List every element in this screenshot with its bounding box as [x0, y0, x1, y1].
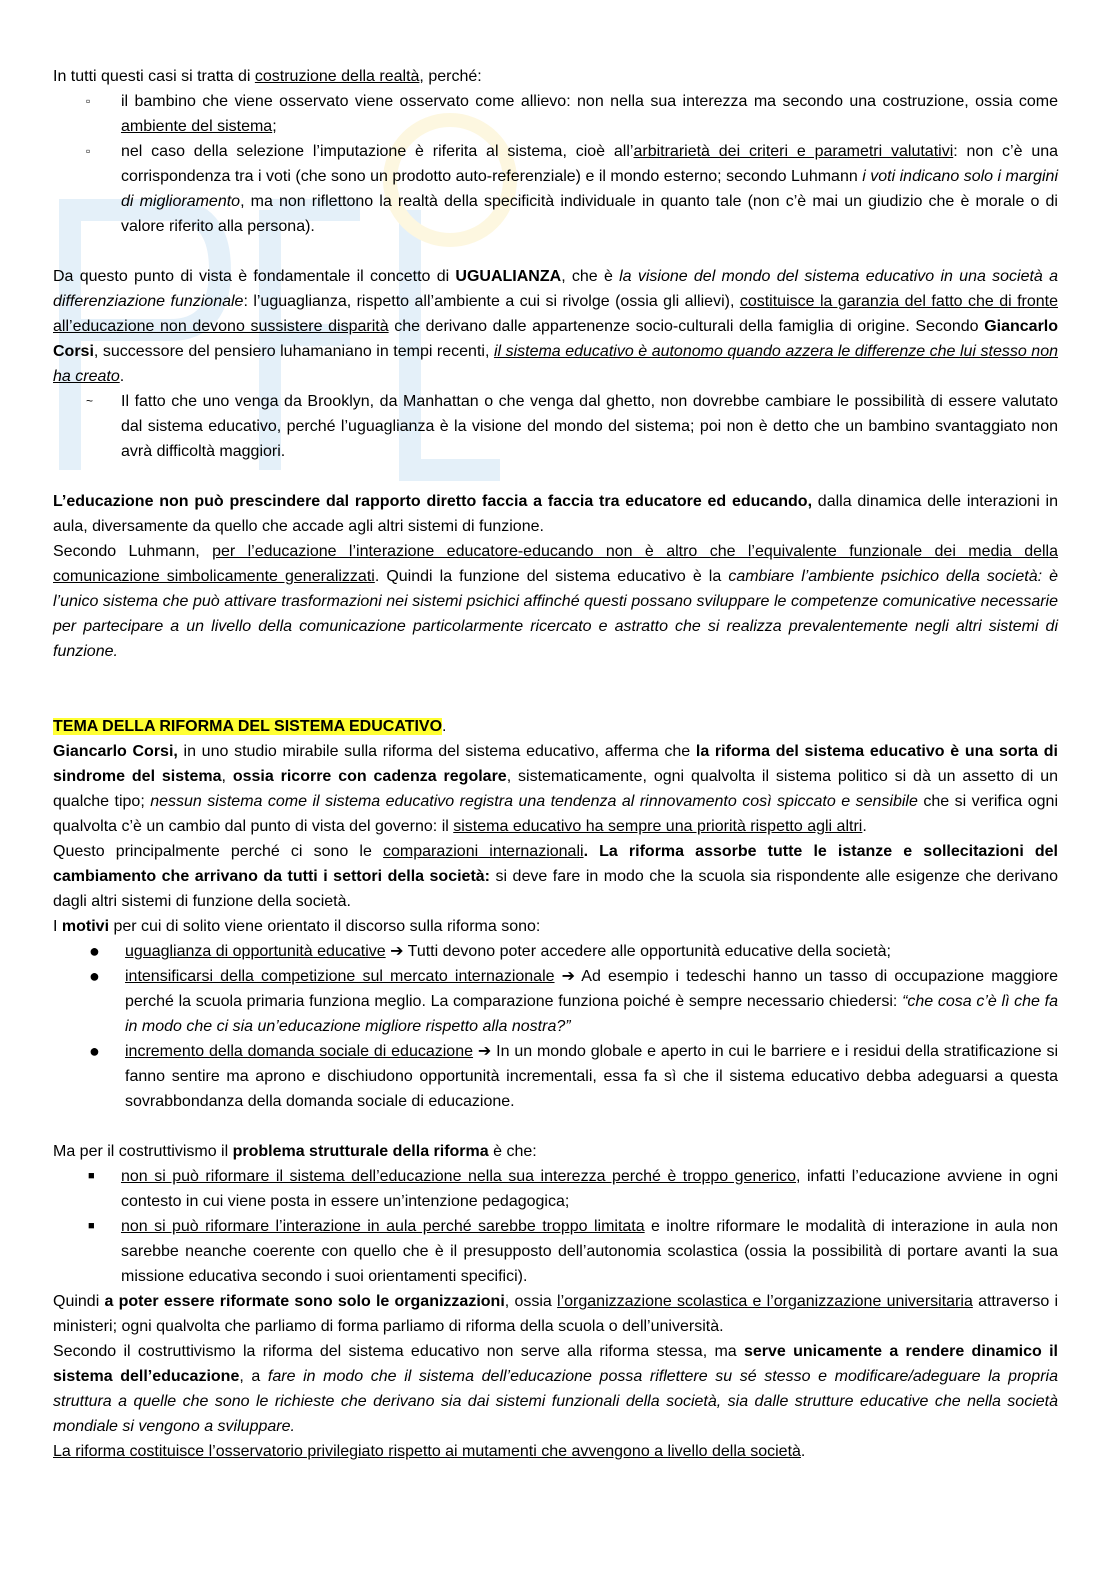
list-item: ■ non si può riformare il sistema dell’educazione nella sua interezza perché è troppo generico, infatti l’educazione avviene in ogni contesto in cui viene posta in essere un’intenzione pedagogica; [53, 1164, 1058, 1214]
open-square-bullet-icon: ▫ [86, 94, 91, 108]
comparazioni-paragraph: Questo principalmente perché ci sono le comparazioni internazionali. La riforma assorbe tutte le istanze e sollecitazioni del cambiamento che arrivano da tutti i settori della società: si deve fare in modo che la scuola sia rispondente alle esigenze che derivano dagli altri sistemi di funzione della società. [53, 843, 1058, 910]
arrow-icon: ➔ [561, 968, 576, 985]
luhmann-paragraph: Secondo Luhmann, per l’educazione l’interazione educatore-educando non è altro che l’equivalente funzionale dei media della comunicazione simbolicamente generalizzati. Quindi la funzione del sistema educativo è la cambiare l’ambiente psichico della società: è l’unico sistema che può attivare trasformazioni nei sistemi psichici affinché questi possano sviluppare le competenze comunicative necessarie per partecipare a un livello della comunicazione particolarmente ricercato e astratto che si realizza prevalentemente negli altri sistemi di funzione. [53, 543, 1059, 660]
square-bullet-icon: ■ [88, 1170, 95, 1182]
list-item: ● incremento della domanda sociale di educazione ➔ In un mondo globale e aperto in cui le barriere e i residui della stratificazione si fanno sentire ma aprono e dischiudono opportunità incrementali, essa fa sì che il sistema educativo debba adeguarsi a questa sovrabbondanza della domanda sociale di educazione. [89, 1041, 1059, 1110]
corsi-paragraph: Giancarlo Corsi, in uno studio mirabile sulla riforma del sistema educativo, afferma che la riforma del sistema educativo è una sorta di sindrome del sistema, ossia ricorre con cadenza regolare, sistematicamente, ogni qualvolta il sistema politico si dà un assetto di un qualche tipo; nessun sistema come il sistema educativo registra una tendenza al rinnovamento così spiccato e sensibile che si verifica ogni qualvolta c’è un cambio dal punto di vista del governo: il sistema educativo ha sempre una priorità rispetto agli altri. [53, 743, 1058, 835]
motivi-list [53, 939, 1058, 1114]
document-body [53, 64, 1058, 1464]
list-item: ▫ nel caso della selezione l’imputazione è riferita al sistema, cioè all’arbitrarietà dei criteri e parametri valutativi: non c’è una corrispondenza tra i voti (che sono un prodotto auto-referenziale) e il mondo esterno; secondo Luhmann i voti indicano solo i margini di miglioramento, ma non riflettono la realtà della specificità individuale in quanto tale (non c’è mai un giudizio che è morale o di valore riferito alla persona). [53, 139, 1058, 239]
dot-bullet-icon: ● [89, 941, 100, 961]
costruttivismo-paragraph: Secondo il costruttivismo la riforma del sistema educativo non serve alla riforma stessa, ma serve unicamente a rendere dinamico il sistema dell’educazione, a fare in modo che il sistema dell’educazione possa riflettere su sé stesso e modificare/adeguare la propria struttura a quelle che sono le richieste che derivano sia dai sistemi funzionali della società, sia dalle strutture educative che nella società mondiale si vengono a sviluppare. [53, 1343, 1058, 1435]
arrow-icon: ➔ [390, 943, 404, 960]
open-square-bullet-icon: ▫ [86, 144, 91, 158]
list-item: ~ Il fatto che uno venga da Brooklyn, da Manhattan o che venga dal ghetto, non dovrebbe cambiare le possibilità di essere valutato dal sistema educativo, perché l’uguaglianza è la visione del mondo del sistema; poi non è detto che un bambino svantaggiato non avrà difficoltà maggiori. [53, 389, 1058, 464]
uguaglianza-paragraph: Da questo punto di vista è fondamentale il concetto di UGUALIANZA, che è la visione del mondo del sistema educativo in una società a differenziazione funzionale: l’uguaglianza, rispetto all’ambiente a cui si rivolge (ossia gli allievi), costituisce la garanzia del fatto che di fronte all’educazione non devono sussistere disparità che derivano dalle appartenenze socio-culturali della famiglia di origine. Secondo Giancarlo Corsi, successore del pensiero luhamaniano in tempi recenti, il sistema educativo è autonomo quando azzera le differenze che lui stesso non ha creato. [53, 268, 1059, 385]
interazione-paragraph: L’educazione non può prescindere dal rapporto diretto faccia a faccia tra educatore ed educando, dalla dinamica delle interazioni in aula, diversamente da quello che accade agli altri sistemi di funzione. [53, 493, 1058, 535]
section-heading: TEMA DELLA RIFORMA DEL SISTEMA EDUCATIVO. [53, 718, 447, 735]
square-bullet-icon: ■ [88, 1220, 95, 1232]
arrow-icon: ➔ [477, 1043, 492, 1060]
dot-bullet-icon: ● [89, 966, 100, 986]
list-item: ● uguaglianza di opportunità educative ➔ Tutti devono poter accedere alle opportunità educative della società; [53, 939, 1058, 964]
dot-bullet-icon: ● [89, 1041, 100, 1061]
list-item: ■ non si può riformare l’interazione in aula perché sarebbe troppo limitata e inoltre riformare le modalità di interazione in aula non sarebbe neanche coerente con quello che è il presupposto dell’autonomia scolastica (ossia la possibilità di portare avanti la sua missione educativa secondo i suoi orientamenti specifici). [53, 1214, 1058, 1289]
tilde-list [53, 389, 1058, 464]
motivi-intro: I motivi per cui di solito viene orientato il discorso sulla riforma sono: [53, 918, 541, 935]
problema-list [53, 1164, 1058, 1289]
problema-intro: Ma per il costruttivismo il problema strutturale della riforma è che: [53, 1143, 537, 1160]
list-item: ▫ il bambino che viene osservato viene osservato come allievo: non nella sua interezza ma secondo una costruzione, ossia come ambiente del sistema; [53, 89, 1058, 139]
intro-line: In tutti questi casi si tratta di costruzione della realtà, perché: [53, 68, 482, 85]
list-item: ● intensificarsi della competizione sul mercato internazionale ➔ Ad esempio i tedeschi hanno un tasso di occupazione maggiore perché la scuola primaria funziona meglio. La comparazione funziona poiché è sempre necessario chiedersi: “che cosa c’è lì che fa in modo che ci sia un’educazione migliore rispetto alla nostra?” [89, 966, 1058, 1035]
organizzazioni-paragraph: Quindi a poter essere riformate sono solo le organizzazioni, ossia l’organizzazione scolastica e l’organizzazione universitaria attraverso i ministeri; ogni qualvolta che parliamo di forma parliamo di riforma della scuola o dell’università. [53, 1293, 1059, 1335]
open-square-list [53, 89, 1058, 239]
closing-line: La riforma costituisce l’osservatorio privilegiato rispetto ai mutamenti che avvengono a livello della società. [53, 1443, 806, 1460]
tilde-bullet-icon: ~ [86, 394, 94, 408]
